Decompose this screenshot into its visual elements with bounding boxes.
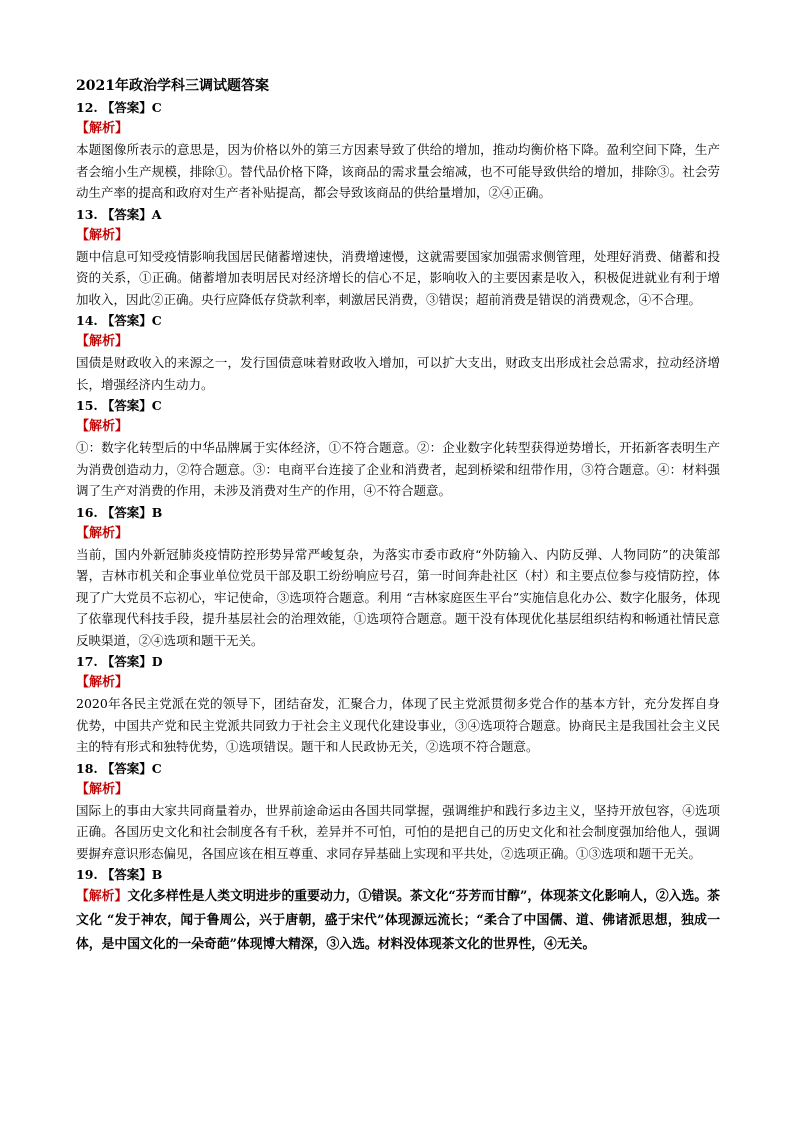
analysis-label: 【解析】 [76,675,129,690]
answer-line [76,204,720,225]
analysis-text: 2020年各民主党派在党的领导下，团结奋发，汇聚合力，体现了民主党派贯彻多党合作的基本方针，充分发挥自身优势，中国共产党和民主党派共同致力于社会主义现代化建设事业，③④选项符合题意。协商民主是我国社会主义民主的特有形式和独特优势，①选项错误。题干和人民政协无关，②选项不符合题意。 [76,696,720,754]
question-number: 12. [76,100,98,115]
analysis-text: ①：数字化转型后的中华品牌属于实体经济，①不符合题意。②：企业数字化转型获得逆势增长，开拓新客表明生产为消费创造动力，②符合题意。③：电商平台连接了企业和消费者，起到桥梁和纽带作用，③符合题意。④：材料强调了生产对消费的作用，未涉及消费对生产的作用，④不符合题意。 [76,440,720,498]
question-18 [76,758,720,865]
page-title: 2021年政治学科三调试题答案 [76,78,269,94]
question-number: 17. [76,654,98,669]
question-number: 18. [76,760,98,776]
answer-line [76,97,720,118]
answer-text: 【答案】D [101,654,163,669]
question-14 [76,310,720,395]
answer-line [76,651,720,672]
document-page [76,76,720,957]
analysis-text: 当前，国内外新冠肺炎疫情防控形势异常严峻复杂，为落实市委市政府“外防输入、内防反弹、人物同防”的决策部署，吉林市机关和企事业单位党员干部及职工纷纷响应号召，第一时间奔赴社区（村）和主要点位参与疫情防控，体现了广大党员不忘初心，牢记使命，③选项符合题意。利用 “吉林家庭医生平台”实施信息化办公、数字化服务，体现了依靠现代科技手段，提升基层社会的治理效能，①选项符合题意。题干没有体现优化基层组织结构和畅通社情民意反映渠道，②④选项和题干无关。 [76,546,720,648]
analysis-text: 国际上的事由大家共同商量着办，世界前途命运由各国共同掌握，强调维护和践行多边主义，坚持开放包容，④选项正确。各国历史文化和社会制度各有千秋，差异并不可怕，可怕的是把自己的历史文化和社会制度强加给他人，强调要摒弃意识形态偏见，各国应该在相互尊重、求同存异基础上实现和平共处，②选项正确。①③选项和题干无关。 [76,802,720,861]
question-number: 13. [76,206,98,222]
question-number: 19. [76,867,98,882]
analysis-label: 【解析】 [76,121,129,136]
answer-line [76,864,720,885]
question-number: 14. [76,313,98,328]
question-12 [76,97,720,204]
question-15 [76,395,720,502]
answer-text: 【答案】C [101,313,162,328]
question-17 [76,651,720,758]
question-number: 15. [76,398,98,413]
question-number: 16. [76,504,98,520]
question-19 [76,864,720,957]
question-16 [76,502,720,652]
answer-line [76,758,720,779]
answer-text: 【答案】B [101,504,163,520]
analysis-text: 文化多样性是人类文明进步的重要动力，①错误。茶文化“芬芳而甘醇”，体现茶文化影响人，②入选。茶文化 “发于神农，闻于鲁周公，兴于唐朝，盛于宋代”体现源远流长；“柔合了中国儒、道、佛诸派思想，独成一体，是中国文化的一朵奇葩”体现博大精深，③入选。材料没体现茶文化的世界性，④无关。 [76,889,720,952]
answer-text: 【答案】C [101,100,162,115]
answer-line [76,395,720,416]
analysis-label: 【解析】 [76,889,128,904]
answer-text: 【答案】C [101,760,162,776]
answer-line [76,502,720,523]
analysis-label: 【解析】 [76,419,129,434]
analysis-text: 题中信息可知受疫情影响我国居民储蓄增速快，消费增速慢，这就需要国家加强需求侧管理，处理好消费、储蓄和投资的关系，①正确。储蓄增加表明居民对经济增长的信心不足，影响收入的主要因素是收入，积极促进就业有利于增加收入，因此②正确。央行应降低存贷款利率，刺激居民消费，③错误；超前消费是错误的消费观念，④不合理。 [76,248,720,307]
question-13 [76,204,720,311]
answer-line [76,310,720,331]
analysis-label: 【解析】 [76,227,129,243]
analysis-label: 【解析】 [76,781,129,797]
analysis-label: 【解析】 [76,334,129,349]
analysis-text: 本题图像所表示的意思是，因为价格以外的第三方因素导致了供给的增加，推动均衡价格下降。盈利空间下降，生产者会缩小生产规模，排除①。替代品价格下降，该商品的需求量会缩减，也不可能导致供给的增加，排除③。社会劳动生产率的提高和政府对生产者补贴提高，都会导致该商品的供给量增加，②④正确。 [76,142,720,200]
analysis-block [76,885,720,957]
analysis-text: 国债是财政收入的来源之一，发行国债意味着财政收入增加，可以扩大支出，财政支出形成社会总需求，拉动经济增长，增强经济内生动力。 [76,355,720,392]
answer-text: 【答案】C [101,398,162,413]
analysis-label: 【解析】 [76,525,129,541]
answer-text: 【答案】A [101,206,162,222]
answer-text: 【答案】B [101,867,163,882]
